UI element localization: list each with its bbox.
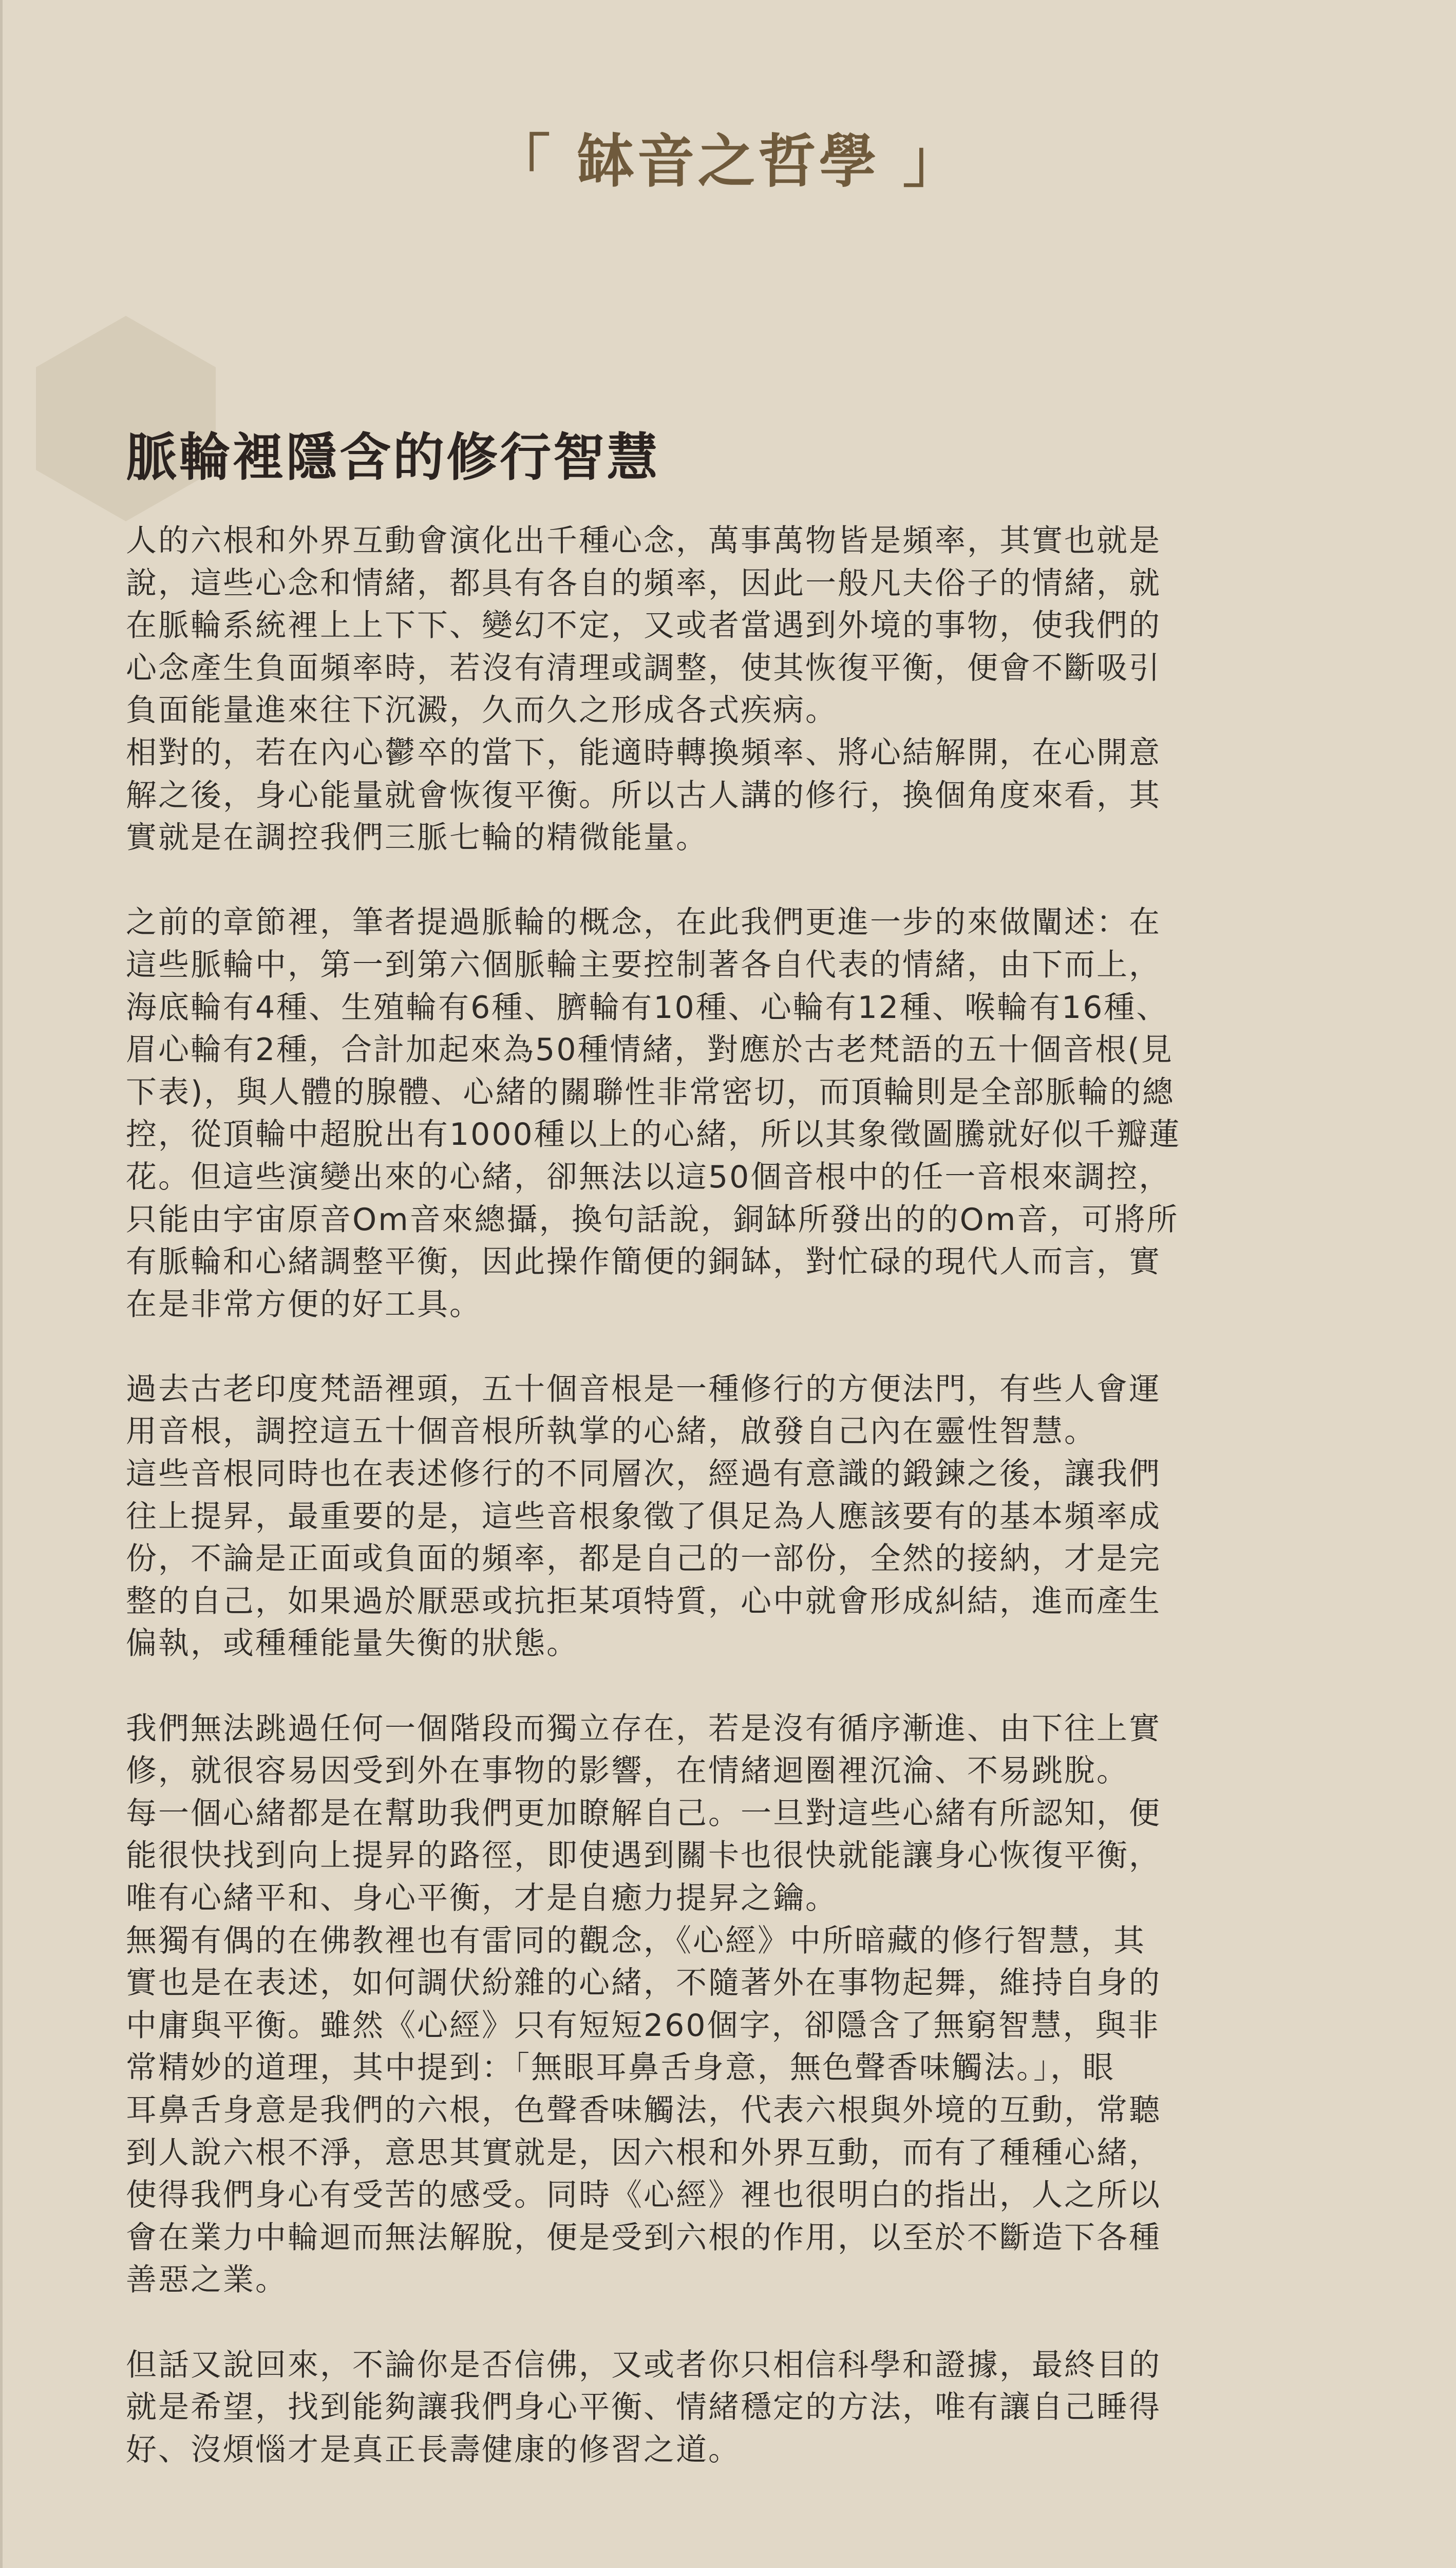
text-line: 實也是在表述，如何調伏紛雜的心緒，不隨著外在事物起舞，維持自身的 — [126, 1965, 1161, 2001]
body-text — [126, 520, 1374, 2471]
text-line: 常精妙的道理，其中提到：「無眼耳鼻舌身意，無色聲香味觸法。」，眼 — [126, 2050, 1115, 2086]
text-line: 說，這些心念和情緒，都具有各自的頻率，因此一般凡夫俗子的情緒，就 — [126, 565, 1161, 601]
text-line: 人的六根和外界互動會演化出千種心念，萬事萬物皆是頻率，其實也就是 — [126, 523, 1161, 559]
page-edge — [0, 0, 3, 2568]
text-line: 這些脈輪中，第一到第六個脈輪主要控制著各自代表的情緒，由下而上， — [126, 947, 1161, 983]
text-line: 會在業力中輪迴而無法解脫，便是受到六根的作用，以至於不斷造下各種 — [126, 2219, 1161, 2256]
text-line: 往上提昇，最重要的是，這些音根象徵了俱足為人應該要有的基本頻率成 — [126, 1498, 1161, 1535]
text-line: 在是非常方便的好工具。 — [126, 1286, 482, 1323]
text-line: 使得我們身心有受苦的感受。同時《心經》裡也很明白的指出，人之所以 — [126, 2177, 1161, 2214]
text-line: 負面能量進來往下沉澱，久而久之形成各式疾病。 — [126, 692, 838, 729]
text-line: 之前的章節裡，筆者提過脈輪的概念，在此我們更進一步的來做闡述：在 — [126, 904, 1161, 941]
text-line: 能很快找到向上提昇的路徑，即使遇到關卡也很快就能讓身心恢復平衡， — [126, 1838, 1161, 1874]
text-line: 花。但這些演變出來的心緒，卻無法以這50個音根中的任一音根來調控， — [126, 1159, 1171, 1195]
text-line: 修，就很容易因受到外在事物的影響，在情緒迴圈裡沉淪、不易跳脫。 — [126, 1753, 1129, 1789]
text-line: 控，從頂輪中超脫出有1000種以上的心緒，所以其象徵圖騰就好似千瓣蓮 — [126, 1117, 1181, 1153]
text-line: 唯有心緒平和、身心平衡，才是自癒力提昇之鑰。 — [126, 1880, 838, 1916]
paragraph — [126, 520, 1374, 859]
text-line: 實就是在調控我們三脈七輪的精微能量。 — [126, 820, 708, 856]
text-line: 我們無法跳過任何一個階段而獨立存在，若是沒有循序漸進、由下往上實 — [126, 1710, 1161, 1747]
text-line: 到人說六根不淨，意思其實就是，因六根和外界互動，而有了種種心緒， — [126, 2135, 1161, 2171]
text-line: 相對的，若在內心鬱卒的當下，能適時轉換頻率、將心結解開，在心開意 — [126, 734, 1161, 771]
text-line: 解之後，身心能量就會恢復平衡。所以古人講的修行，換個角度來看，其 — [126, 777, 1161, 814]
page-title: 「 缽音之哲學 」 — [493, 128, 963, 195]
section-heading: 脈輪裡隱含的修行智慧 — [126, 427, 660, 487]
text-line: 眉心輪有2種，合計加起來為50種情緒，對應於古老梵語的五十個音根(見 — [126, 1032, 1174, 1068]
text-line: 整的自己，如果過於厭惡或抗拒某項特質，心中就會形成糾結，進而產生 — [126, 1583, 1161, 1619]
text-line: 在脈輪系統裡上上下下、變幻不定，又或者當遇到外境的事物，使我們的 — [126, 608, 1161, 644]
text-line: 心念產生負面頻率時，若沒有清理或調整，使其恢復平衡，便會不斷吸引 — [126, 650, 1161, 686]
paragraph-gap — [126, 859, 1374, 902]
paragraph — [126, 1708, 1374, 2301]
hexagon-decoration — [36, 316, 216, 521]
text-line: 中庸與平衡。雖然《心經》只有短短260個字，卻隱含了無窮智慧，與非 — [126, 2007, 1160, 2044]
paragraph — [126, 2344, 1374, 2471]
text-line: 這些音根同時也在表述修行的不同層次，經過有意識的鍛鍊之後，讓我們 — [126, 1456, 1161, 1493]
text-line: 用音根，調控這五十個音根所執掌的心緒，啟發自己內在靈性智慧。 — [126, 1413, 1096, 1450]
text-line: 份，不論是正面或負面的頻率，都是自己的一部份，全然的接納，才是完 — [126, 1541, 1161, 1577]
text-line: 有脈輪和心緒調整平衡，因此操作簡便的銅缽，對忙碌的現代人而言，實 — [126, 1244, 1161, 1280]
text-line: 過去古老印度梵語裡頭，五十個音根是一種修行的方便法門，有些人會運 — [126, 1371, 1161, 1407]
text-line: 好、沒煩惱才是真正長壽健康的修習之道。 — [126, 2431, 741, 2468]
text-line: 偏執，或種種能量失衡的狀態。 — [126, 1626, 579, 1662]
text-line: 下表)，與人體的腺體、心緒的關聯性非常密切，而頂輪則是全部脈輪的總 — [126, 1074, 1175, 1110]
text-line: 只能由宇宙原音Om音來總攝，換句話說，銅缽所發出的的Om音，可將所 — [126, 1201, 1179, 1238]
paragraph-gap — [126, 1665, 1374, 1708]
paragraph — [126, 901, 1374, 1326]
text-line: 就是希望，找到能夠讓我們身心平衡、情緒穩定的方法，唯有讓自己睡得 — [126, 2389, 1161, 2426]
paragraph — [126, 1368, 1374, 1665]
text-line: 善惡之業。 — [126, 2262, 288, 2298]
text-line: 每一個心緒都是在幫助我們更加瞭解自己。一旦對這些心緒有所認知，便 — [126, 1795, 1161, 1831]
paragraph-gap — [126, 1326, 1374, 1368]
paragraph-gap — [126, 2301, 1374, 2344]
text-line: 無獨有偶的在佛教裡也有雷同的觀念，《心經》中所暗藏的修行智慧，其 — [126, 1922, 1146, 1959]
text-line: 但話又說回來，不論你是否信佛，又或者你只相信科學和證據，最終目的 — [126, 2347, 1161, 2383]
text-line: 耳鼻舌身意是我們的六根，色聲香味觸法，代表六根與外境的互動，常聽 — [126, 2092, 1161, 2128]
text-line: 海底輪有4種、生殖輪有6種、臍輪有10種、心輪有12種、喉輪有16種、 — [126, 989, 1169, 1026]
